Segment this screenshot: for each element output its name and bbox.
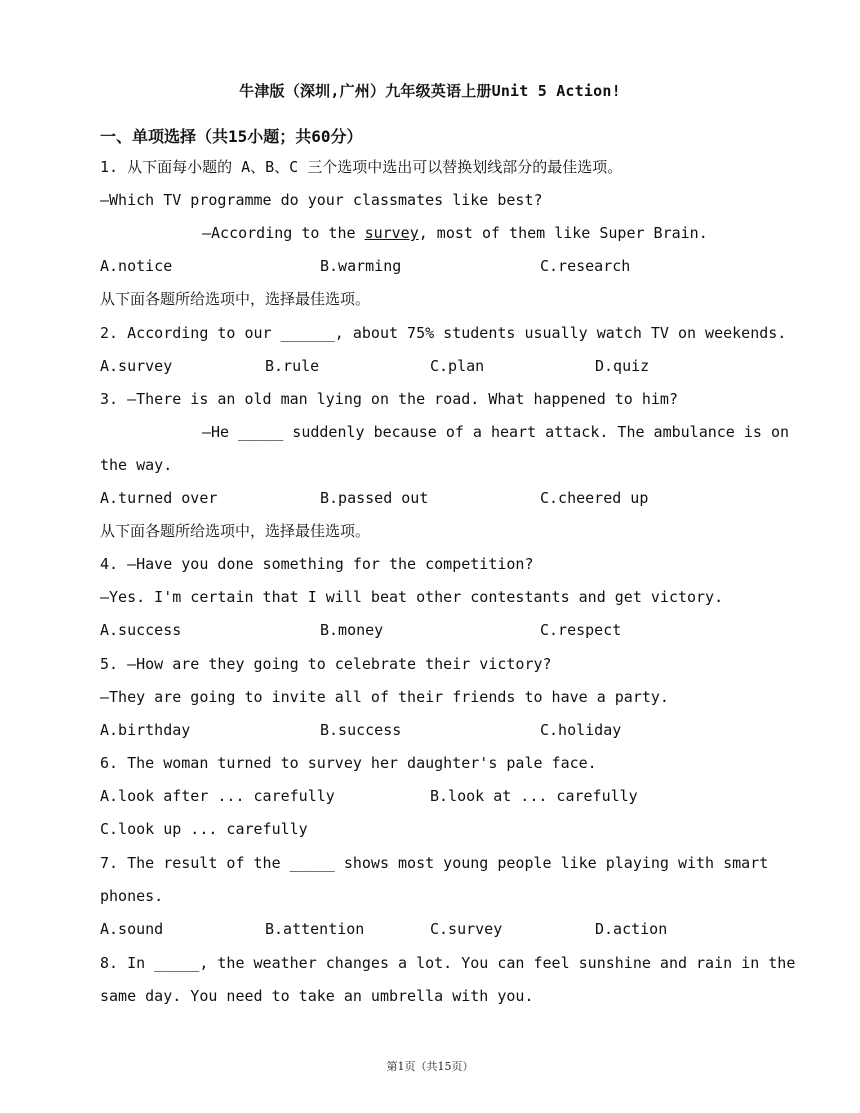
q7-stem: 7. The result of the _____ shows most young people like playing with smart [100,854,769,872]
q1-line2-post: , most of them like Super Brain. [418,224,708,242]
q5-stem: 5. —How are they going to celebrate their victory? [100,655,552,673]
q3-stem: 3. —There is an old man lying on the road. What happened to him? [100,390,678,408]
document-title: 牛津版（深圳,广州）九年级英语上册Unit 5 Action! [239,82,621,100]
q2-option-b: B.rule [265,357,320,375]
q2-option-c: C.plan [430,357,485,375]
q1-line2-pre: —According to the [202,224,365,242]
q4-option-b: B.money [320,621,384,639]
q1-option-b: B.warming [320,257,402,275]
q3-option-c: C.cheered up [540,489,649,507]
q5-option-c: C.holiday [540,721,622,739]
q2-option-d: D.quiz [595,357,650,375]
q4-stem: 4. —Have you done something for the competition? [100,555,534,573]
q1-option-a: A.notice [100,257,173,275]
q1-option-c: C.research [540,257,631,275]
q1-line1: —Which TV programme do your classmates like best? [100,191,543,209]
q3-option-b: B.passed out [320,489,429,507]
q5-line2: —They are going to invite all of their friends to have a party. [100,688,669,706]
q7-option-a: A.sound [100,920,164,938]
q5-option-a: A.birthday [100,721,191,739]
q2-option-a: A.survey [100,357,173,375]
q5-option-b: B.success [320,721,402,739]
q8-stem: 8. In _____, the weather changes a lot. You can feel sunshine and rain in the [100,954,796,972]
q1-line2 [202,223,708,243]
q4-line2: —Yes. I'm certain that I will beat other contestants and get victory. [100,588,724,606]
q4-option-a: A.success [100,621,182,639]
q7-option-b: B.attention [265,920,365,938]
q7-option-c: C.survey [430,920,503,938]
q6-option-c: C.look up ... carefully [100,820,308,838]
q4-option-c: C.respect [540,621,622,639]
section-heading: 一、单项选择（共15小题；共60分） [100,127,363,146]
page-footer: 第1页（共15页） [386,1060,474,1073]
q6-option-a: A.look after ... carefully [100,787,335,805]
q7-line2: phones. [100,887,164,905]
instruction-b: 从下面各题所给选项中，选择最佳选项。 [100,522,371,540]
q6-option-b: B.look at ... carefully [430,787,638,805]
q7-option-d: D.action [595,920,668,938]
q6-stem: 6. The woman turned to survey her daughter's pale face. [100,754,597,772]
q3-line3: the way. [100,456,173,474]
instruction-a: 从下面各题所给选项中，选择最佳选项。 [100,290,371,308]
q1-instruction: 1. 从下面每小题的 A、B、C 三个选项中选出可以替换划线部分的最佳选项。 [100,158,623,176]
q8-line2: same day. You need to take an umbrella with you. [100,987,534,1005]
q1-underlined-word: survey [364,224,419,242]
q2-stem: 2. According to our ______, about 75% students usually watch TV on weekends. [100,324,787,342]
q3-line2: —He _____ suddenly because of a heart attack. The ambulance is on [202,423,789,441]
q3-option-a: A.turned over [100,489,218,507]
